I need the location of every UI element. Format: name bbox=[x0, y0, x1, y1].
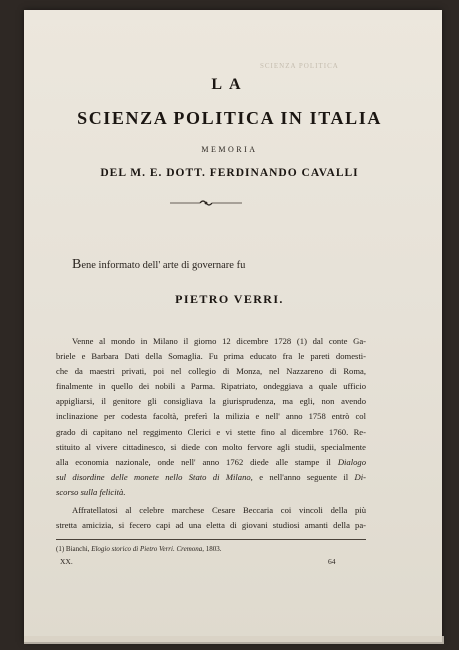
text-run: alla economia nazionale, onde nell' anno 1762 diede alle stampe il bbox=[56, 456, 338, 467]
subtitle: MEMORIA bbox=[201, 145, 258, 154]
intro-line bbox=[72, 257, 245, 273]
text-line bbox=[56, 455, 366, 470]
body-text bbox=[56, 334, 366, 533]
text-line: Affratellatosi al celebre marchese Cesare Beccaria coi vincoli della più bbox=[72, 505, 366, 516]
italic-title: Di- bbox=[354, 471, 366, 482]
page-title: SCIENZA POLITICA IN ITALIA bbox=[77, 108, 382, 128]
text-line: inclinazione per codesta facoltà, preferì la milizia e nell' anno 1758 entrò col bbox=[56, 411, 366, 422]
text-line: stretta amicizia, si fecero capi ad una eletta di giovani studiosi amanti della pa- bbox=[56, 520, 366, 531]
footnote-number: (1) Bianchi, bbox=[56, 545, 90, 553]
paragraph-1 bbox=[56, 334, 366, 500]
intro-initial: B bbox=[72, 257, 82, 272]
footnote-rule bbox=[56, 539, 366, 540]
subject-name: PIETRO VERRI. bbox=[175, 292, 284, 306]
footnote-title: Elogio storico di Pietro Verri. Cremona, bbox=[89, 545, 205, 553]
bleed-through-text: SCIENZA POLITICA bbox=[260, 62, 339, 70]
signature-mark: XX. bbox=[60, 557, 73, 566]
text-line: grado di capitano nel reggimento Clerici e vi stette fino al dicembre 1760. Re- bbox=[56, 426, 366, 437]
text-line: Venne al mondo in Milano il giorno 12 dicembre 1728 (1) dal conte Ga- bbox=[72, 336, 366, 346]
italic-title: sul disordine delle monete nello Stato di Milano, bbox=[56, 471, 253, 482]
author-line: DEL M. E. DOTT. FERDINANDO CAVALLI bbox=[100, 167, 359, 179]
sheet-number: 64 bbox=[328, 557, 336, 566]
footnote-year: 1803. bbox=[204, 545, 222, 553]
ornament-divider-icon bbox=[170, 197, 242, 209]
text-line: finalmente in quello dei nobili a Parma. Ripatriato, ondeggiava a quale ufficio bbox=[56, 381, 366, 392]
italic-title: scorso sulla felicità. bbox=[56, 486, 126, 497]
text-line bbox=[56, 485, 366, 500]
text-line: appigliarsi, il genitore gli consigliava la giurisprudenza, ma egli, non avendo bbox=[56, 396, 366, 407]
text-line: briele e Barbara Dati della Somaglia. Fu prima educato fra le pareti domesti- bbox=[56, 351, 366, 362]
text-run: e nell'anno seguente il bbox=[252, 471, 355, 482]
footnote bbox=[56, 545, 366, 553]
text-line: stituito al vivere cittadinesco, si diede con molto fervore agli studii, specialmente bbox=[56, 441, 366, 452]
title-article: LA bbox=[211, 76, 248, 93]
page-edge bbox=[24, 636, 444, 644]
text-line bbox=[56, 470, 366, 485]
text-line: che da maestri privati, poi nel collegio di Monza, nel Nazzareno di Roma, bbox=[56, 366, 366, 377]
paragraph-2 bbox=[56, 503, 366, 533]
intro-text: ene informato dell' arte di governare fu bbox=[81, 260, 246, 271]
italic-title: Dialogo bbox=[337, 456, 366, 467]
